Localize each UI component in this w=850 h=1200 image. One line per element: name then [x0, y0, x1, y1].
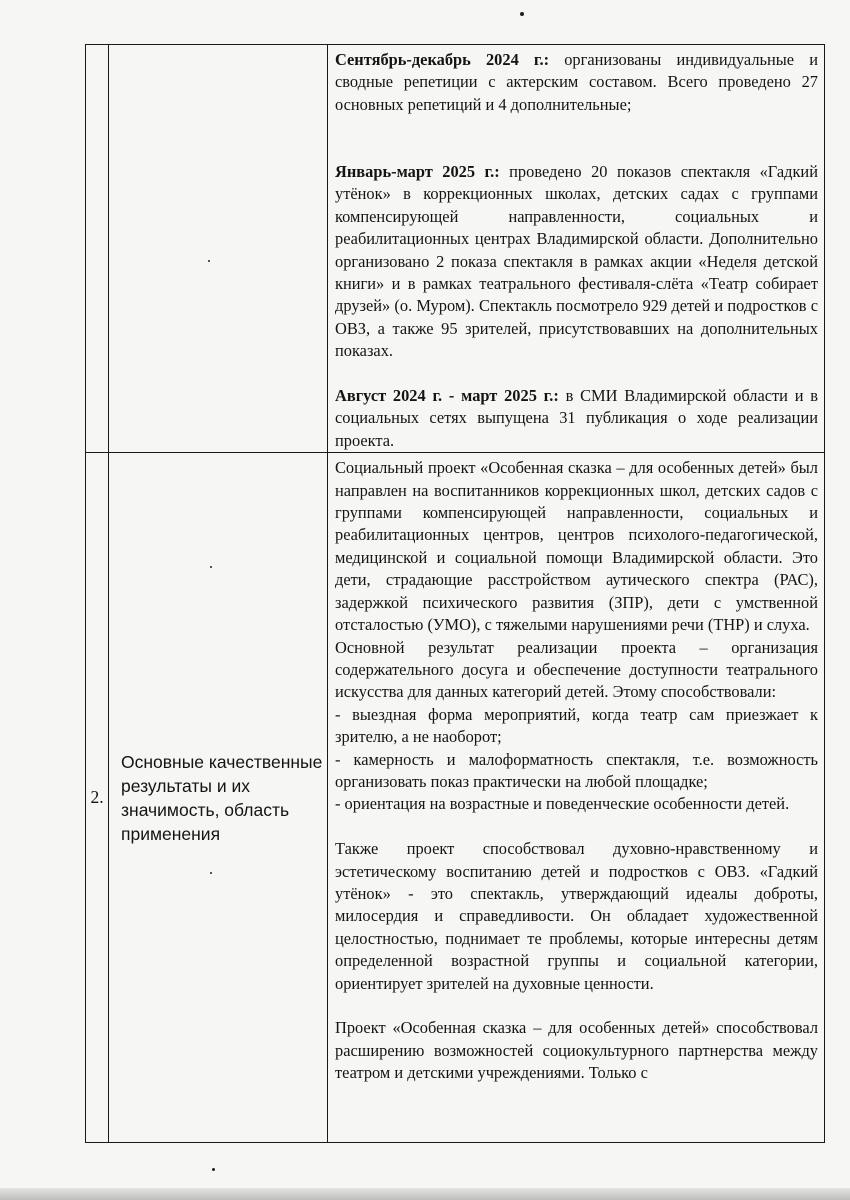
label-cell: [109, 45, 328, 453]
paragraph: Социальный проект «Особенная сказка – для особенных детей» был направлен на воспитанников коррекционных школ, детских садов с группами компенсирующей направленности, социальных и реабилитационных центров, центров психолого-педагогической, медицинской и социальной помощи Владимирской области. Это дети, страдающие расстройством аутического спектра (РАС), задержкой психического развития (ЗПР), дети с умственной отсталостью (УМО), с тяжелыми нарушениями речи (ТНР) и слуха.: [335, 458, 818, 635]
paragraph: [335, 385, 818, 452]
scan-speck: [212, 1168, 215, 1171]
scan-edge: [0, 1188, 850, 1200]
bullet-item: - камерность и малоформатность спектакля, т.е. возможность организовать показ практически на любой площадке;: [335, 749, 818, 791]
number-cell: [86, 45, 109, 453]
paragraph: [335, 161, 818, 363]
period-label: Январь-март 2025 г.:: [335, 162, 500, 181]
content-cell: [328, 453, 825, 1143]
paragraph: Основной результат реализации проекта – организация содержательного досуга и обеспечение доступности театрального искусства для данных категорий детей. Этому способствовали:: [335, 637, 818, 702]
paragraph: [335, 49, 818, 116]
bullet-item: - ориентация на возрастные и поведенческие особенности детей.: [335, 794, 790, 814]
scan-speck: [520, 12, 524, 16]
paragraph-text: проведено 20 показов спектакля «Гадкий утёнок» в коррекционных школах, детских садах с группами компенсирующей направленности, социальных и реабилитационных центрах Владимирской области. Дополнительно организовано 2 показа спектакля в рамках акции «Неделя детской книги» и в рамках театрального фестиваля-слёта «Театр собирает друзей» (о. Муром). Спектакль посмотрело 929 детей и подростков с ОВЗ, а также 95 зрителей, присутствовавших на дополнительных показах.: [335, 162, 818, 361]
table-row: [86, 453, 825, 1143]
paragraph-text: в СМИ Владимирской области и в социальных сетях выпущена 31 публикация о ходе реализации проекта.: [335, 386, 818, 450]
table-row: [86, 45, 825, 453]
period-label: Август 2024 г. - март 2025 г.:: [335, 386, 559, 406]
paragraph: Проект «Особенная сказка – для особенных детей» способствовал расширению возможностей социокультурного партнерства между театром и детскими учреждениями. Только с: [335, 1018, 818, 1083]
results-table: [85, 44, 825, 1143]
paragraph-text: организованы индивидуальные и сводные репетиции с актерским составом. Всего проведено 27 основных репетиций и 4 дополнительные;: [335, 50, 818, 114]
row-label: Основные качественные результаты и их значимость, область применения: [121, 751, 323, 844]
paragraph: Также проект способствовал духовно-нравственному и эстетическому воспитанию детей и подростков с ОВЗ. «Гадкий утёнок» - это спектакль, утверждающий идеалы доброты, милосердия и справедливости. Он обладает художественной целостностью, поднимает те проблемы, которые интересны детям определенной возрастной группы и социальной категории, ориентирует зрителей на духовные ценности.: [335, 839, 818, 993]
period-label: Сентябрь-декабрь 2024 г.:: [335, 50, 550, 69]
bullet-item: - выездная форма мероприятий, когда театр сам приезжает к зрителю, а не наоборот;: [335, 704, 818, 747]
label-cell: [109, 453, 328, 1143]
content-cell: [328, 45, 825, 453]
row-number: 2.: [86, 453, 109, 1143]
